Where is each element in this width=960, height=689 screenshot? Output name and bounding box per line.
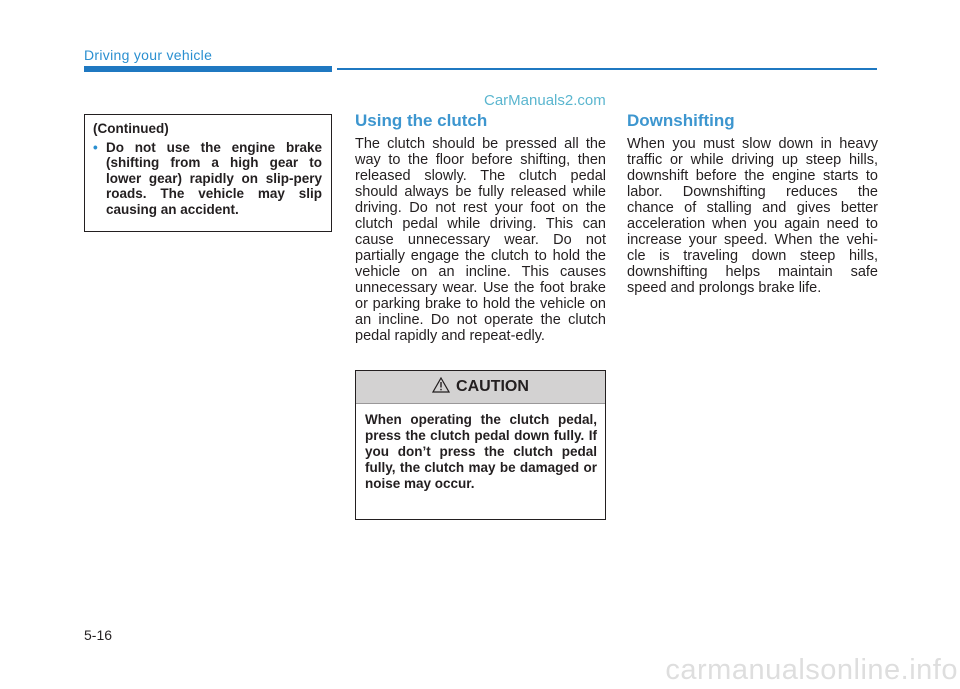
- continued-label: (Continued): [93, 121, 169, 136]
- caution-label: CAUTION: [456, 378, 529, 395]
- warning-bullet-text: Do not use the engine brake (shifting from a high gear to lower gear) rapidly on slip-pery roads. The vehicle may slip causing an accident.: [106, 139, 322, 217]
- caution-box: [355, 370, 606, 520]
- warning-triangle-icon: [432, 377, 450, 398]
- downshifting-body: When you must slow down in heavy traffic or while driving up steep hills, downshift before the engine starts to labor. Downshifting reduces the chance of stalling and gives better acceleration when you again need to increase your speed. When the vehi-cle is traveling down steep hills, downshifting helps maintain safe speed and prolongs brake life.: [627, 136, 878, 296]
- watermark-bottom: carmanualsonline.info: [665, 654, 958, 686]
- continued-warning-box: [84, 114, 332, 232]
- caution-header: [356, 371, 605, 404]
- clutch-body: The clutch should be pressed all the way to the floor before shifting, then released slowly. The clutch pedal should always be fully released while driving. Do not rest your foot on the clutch pedal while driving. This can cause unnecessary wear. Do not partially engage the clutch to hold the vehicle on an incline. This causes unnecessary wear. Use the foot brake or parking brake to hold the vehicle on an incline. Do not operate the clutch pedal rapidly and repeat-edly.: [355, 136, 606, 344]
- clutch-heading: Using the clutch: [355, 111, 488, 130]
- bullet-dot-icon: •: [93, 139, 98, 155]
- page-number: 5-16: [84, 627, 113, 643]
- section-title: Driving your vehicle: [84, 47, 213, 63]
- header-rule-thick: [84, 66, 332, 72]
- caution-text: When operating the clutch pedal, press the clutch pedal down fully. If you don’t press the clutch pedal fully, the clutch may be damaged or noise may occur.: [365, 412, 597, 491]
- downshifting-heading: Downshifting: [627, 111, 735, 130]
- watermark-top: CarManuals2.com: [484, 92, 606, 109]
- header-rule-thin: [337, 68, 877, 70]
- warning-bullet-item: [93, 140, 322, 218]
